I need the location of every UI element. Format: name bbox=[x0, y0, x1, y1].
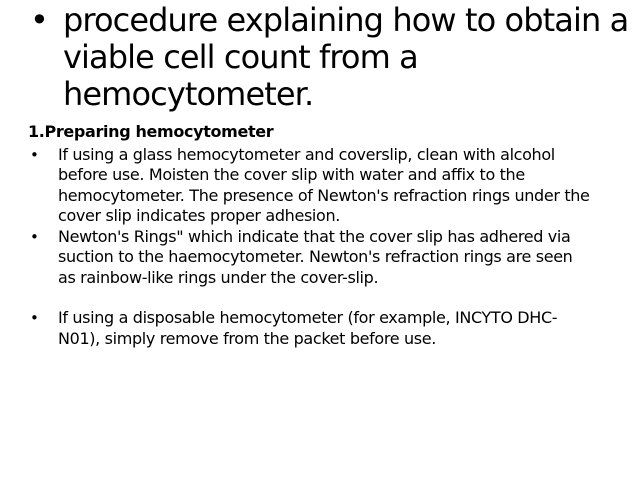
bullet-item bbox=[30, 227, 630, 289]
bullet-item bbox=[30, 308, 630, 349]
section-heading: 1.Preparing hemocytometer bbox=[28, 122, 274, 141]
bullet-icon: • bbox=[30, 309, 39, 327]
title-bullet-icon: • bbox=[30, 1, 48, 39]
slide-title bbox=[30, 2, 630, 113]
bullet-icon: • bbox=[30, 227, 39, 246]
bullet-item bbox=[30, 145, 630, 227]
bullet-text: If using a disposable hemocytometer (for example, INCYTO DHC-N01), simply remove from the packet before use. bbox=[58, 308, 558, 348]
slide-body bbox=[30, 122, 630, 349]
bullet-text: If using a glass hemocytometer and coverslip, clean with alcohol before use. Moisten the cover slip with water and affix to the hemocytometer. The presence of Newton's refraction rings under the cover slip indicates proper adhesion. bbox=[58, 144, 590, 225]
bullet-icon: • bbox=[30, 145, 39, 164]
bullet-text: Newton's Rings" which indicate that the cover slip has adhered via suction to the haemocytometer. Newton's refraction rings are seen as rainbow-like rings under the cover-slip. bbox=[58, 226, 573, 287]
title-text: procedure explaining how to obtain a viable cell count from a hemocytometer. bbox=[63, 1, 629, 113]
